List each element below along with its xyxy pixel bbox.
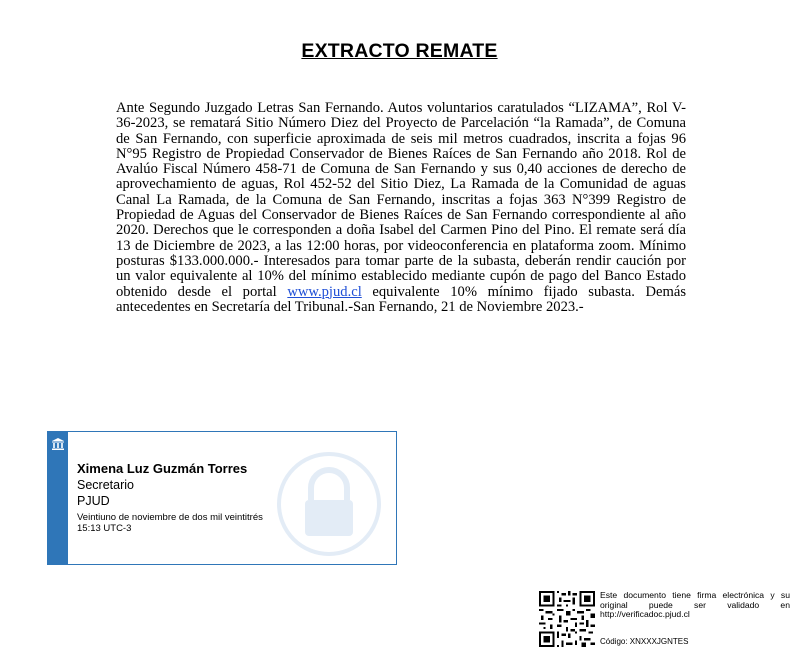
signer-role: Secretario [77, 478, 134, 492]
signature-side-bar [48, 432, 68, 564]
lock-icon [276, 451, 382, 557]
body-text-part-2: equivalente 10% mínimo fijado subasta. Demás antecedentes en Secretaría del Tribunal.-San Fernando, 21 de Noviembre 2023.- [116, 283, 687, 315]
body-text-part-1: Ante Segundo Juzgado Letras San Fernando. Autos voluntarios caratulados “LIZAMA”, Rol V-36-2023, se rematará Sitio Número Diez del Proyecto de Parcelación “la Ramada”, de Comuna de San Fernando, con superficie aproximada de seis mil metros cuadrados, inscrita a fojas 96 N°95 Registro de Propiedad Conservador de Bienes Raíces de San Fernando año 2018. Rol de Avalúo Fiscal Número 458-71 de Comuna de San Fernando y sus 0,40 acciones de derecho de aprovechamiento de aguas, Rol 452-52 del Sitio Diez, La Ramada de la Comunidad de aguas Canal La Ramada, de la Comuna de San Fernando, inscritas a fojas 363 N°399 Registro de Propiedad de Aguas del Conservador de Bienes Raíces de San Fernando correspondiente al año 2020. Derechos que le corresponden a doña Isabel del Carmen Pino del Pino. El remate será día 13 de Diciembre de 2023, a las 12:00 horas, por videoconferencia en plataforma zoom. Mínimo posturas $133.000.000.- Interesados para tomar parte de la subasta, deberán rendir caución por un valor equivalente al 10% del mínimo establecido mediante cupón de pago del Banco Estado obtenido desde el portal [116, 100, 686, 300]
signer-organization: PJUD [77, 494, 110, 508]
signature-box [47, 431, 397, 565]
document-title: EXTRACTO REMATE [301, 40, 498, 62]
signer-name: Ximena Luz Guzmán Torres [77, 461, 248, 476]
pjud-link[interactable]: www.pjud.cl [287, 283, 362, 300]
bank-icon [51, 437, 65, 451]
signature-time: 15:13 UTC-3 [77, 522, 132, 534]
signature-date: Veintiuno de noviembre de dos mil veintitrés [77, 512, 263, 523]
verification-notice: Este documento tiene firma electrónica y su original puede ser validado en http://verificadoc.pjud.cl [600, 590, 790, 620]
signature-details [77, 460, 263, 534]
verification-code: Código: XNXXXJGNTES [600, 637, 689, 646]
qr-code[interactable] [539, 591, 595, 647]
document-body [116, 101, 686, 315]
